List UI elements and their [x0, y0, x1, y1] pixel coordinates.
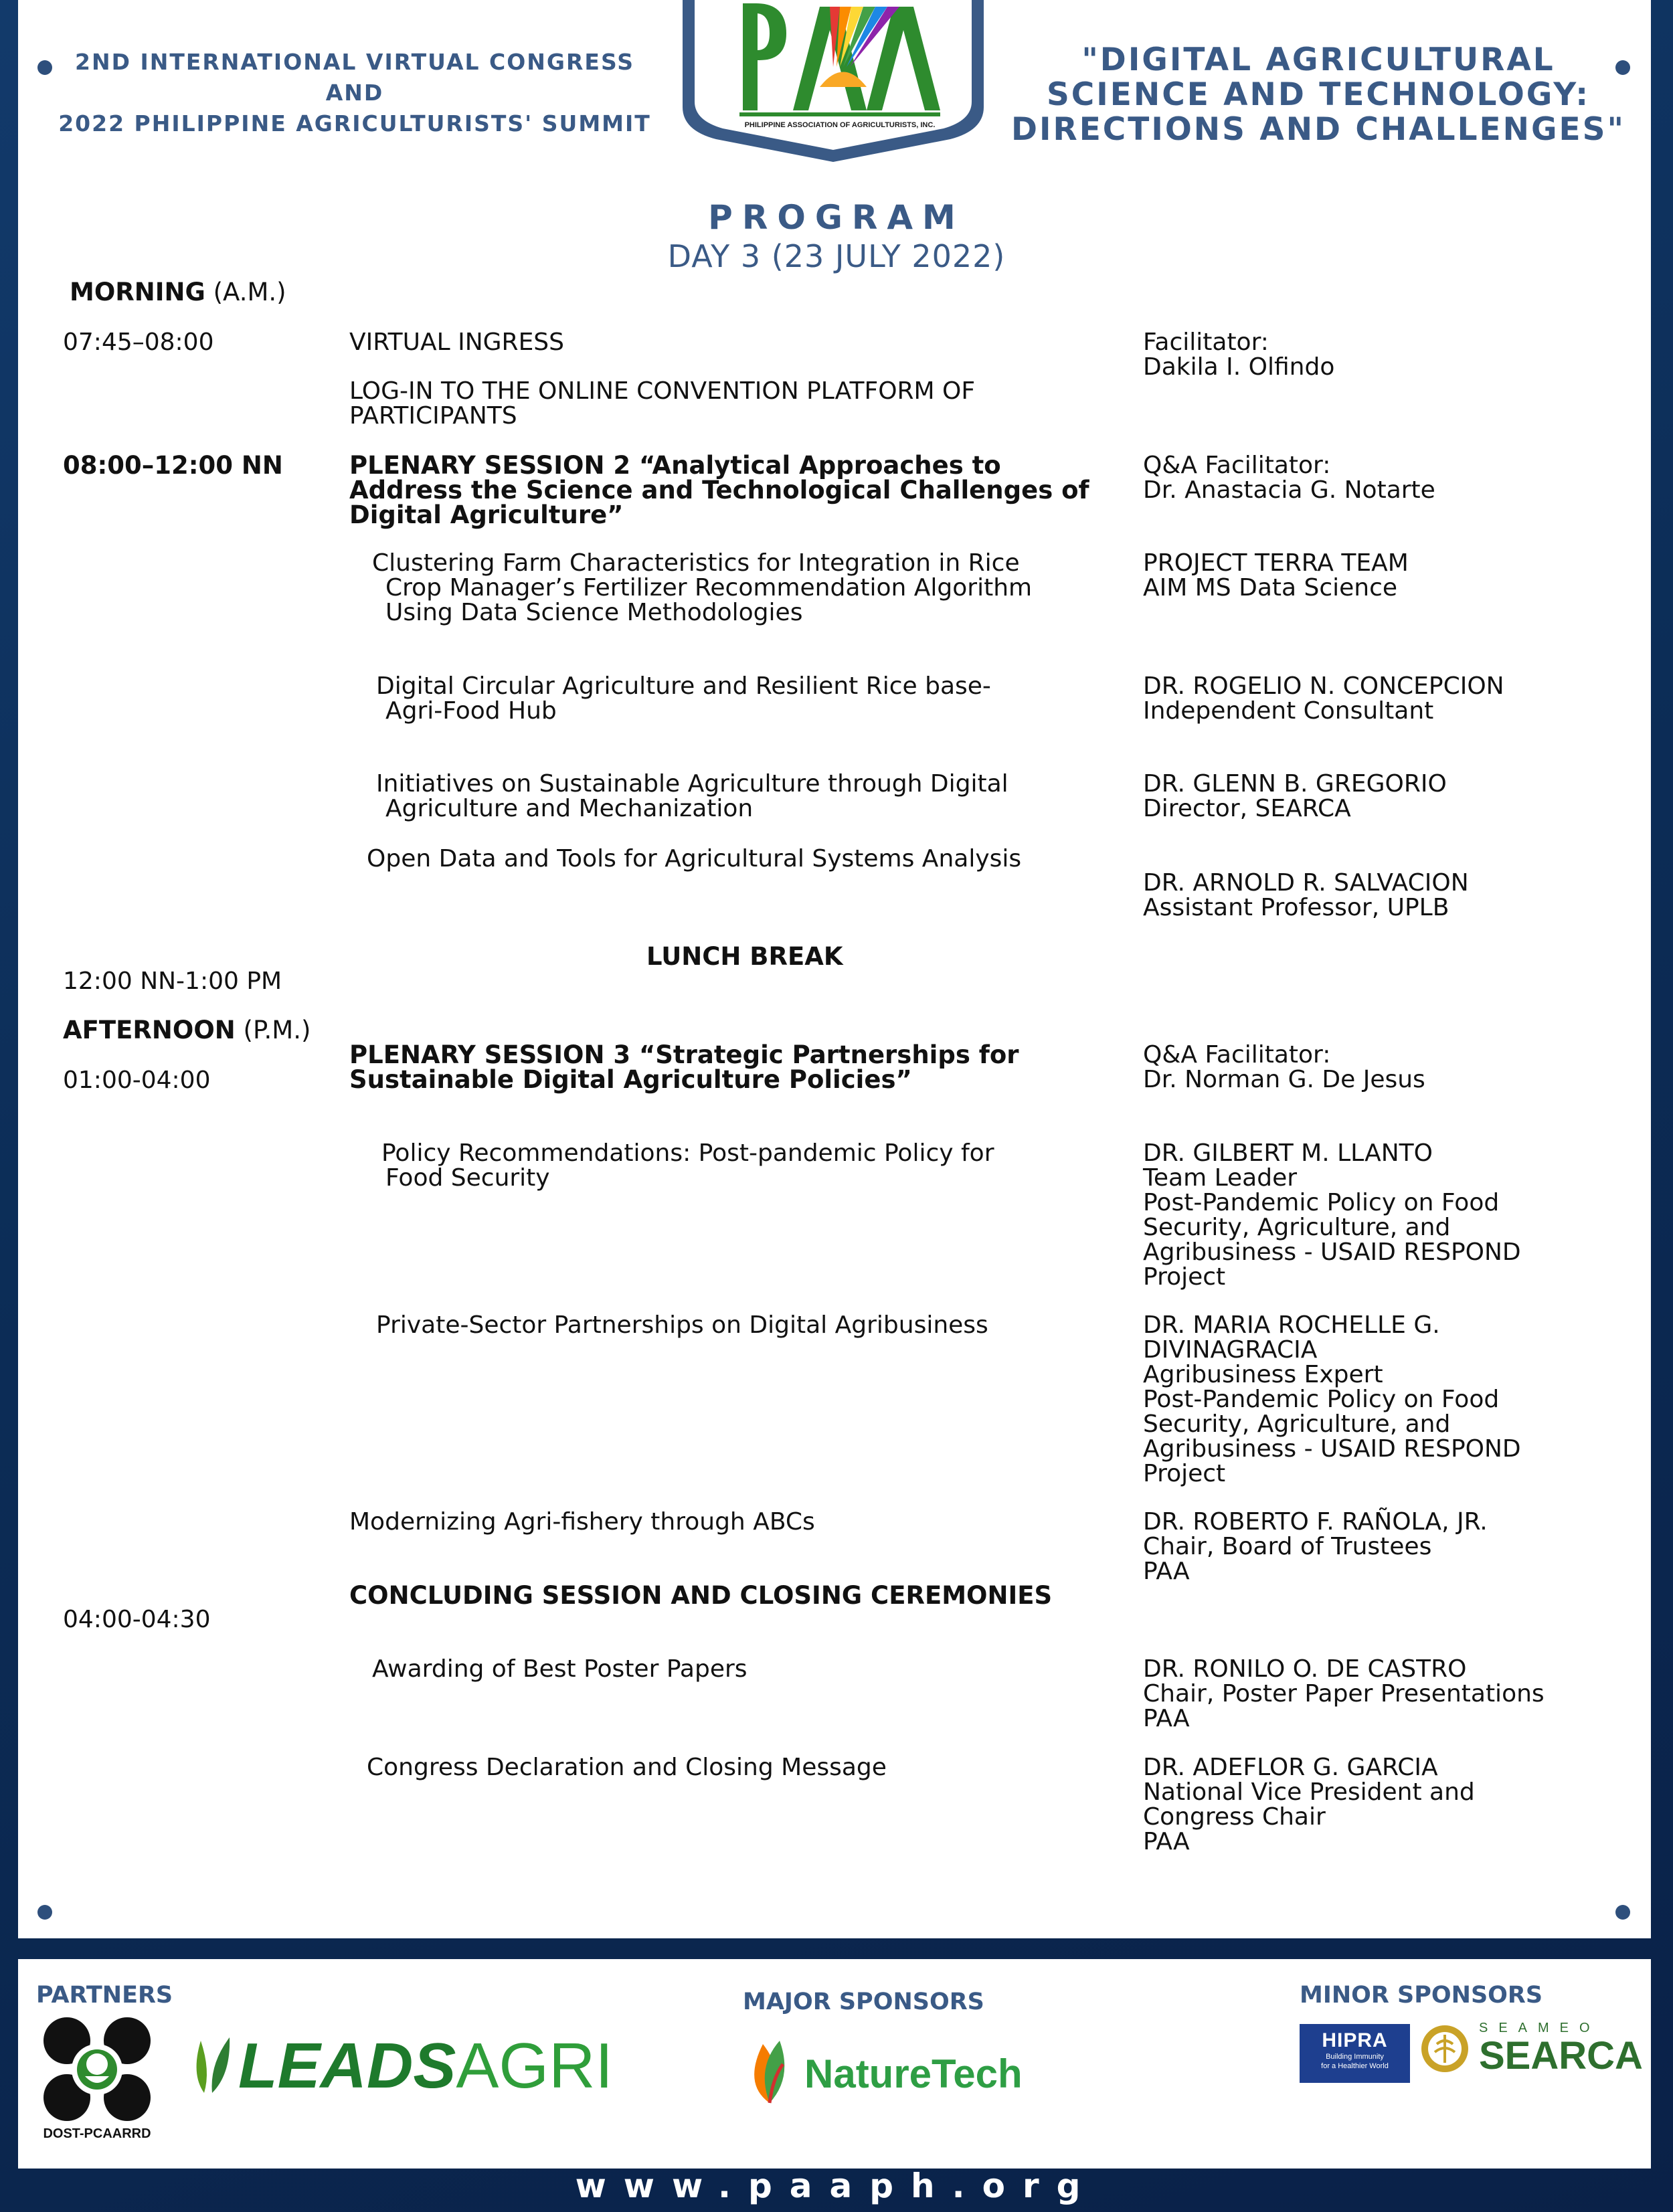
- speaker: DR. GILBERT M. LLANTO Team Leader Post-Pandemic Policy on Food Security, Agriculture, and Agribusiness - USAID RESPOND Project: [1143, 1139, 1521, 1291]
- time-slot: 12:00 NN-1:00 PM: [63, 967, 282, 995]
- naturetech-leaf-icon: [743, 2037, 796, 2104]
- talk-topic: Policy Recommendations: Post-pandemic Policy for Food Security: [381, 1139, 994, 1192]
- leads-agri-leaf-icon: [184, 2034, 234, 2096]
- talk-topic: Awarding of Best Poster Papers: [372, 1655, 747, 1683]
- afternoon-label: AFTERNOON (P.M.): [63, 1016, 311, 1044]
- corner-dot: [37, 1905, 52, 1920]
- major-sponsors-heading: MAJOR SPONSORS: [743, 1989, 984, 2015]
- hipra-logo: HIPRA Building Immunity for a Healthier World: [1300, 2024, 1410, 2083]
- program-day: DAY 3 (23 JULY 2022): [667, 238, 1006, 274]
- time-slot: 07:45–08:00: [63, 329, 214, 356]
- paa-logo-badge: [676, 0, 990, 167]
- time-slot: 01:00-04:00: [63, 1067, 211, 1094]
- searca-logo: SEAMEO SEARCA: [1479, 2021, 1643, 2078]
- leads-agri-logo: LEADSAGRI: [238, 2030, 614, 2102]
- congress-title: 2ND INTERNATIONAL VIRTUAL CONGRESS AND 2022 PHILIPPINE AGRICULTURISTS' SUMMIT: [58, 49, 651, 136]
- corner-dot: [1615, 1905, 1630, 1920]
- facilitator: Facilitator: Dakila I. Olfindo: [1143, 329, 1335, 381]
- plenary-session-title: PLENARY SESSION 2 “Analytical Approaches to Address the Science and Technological Challenges of Digital Agriculture”: [349, 451, 1089, 529]
- talk-topic: Digital Circular Agriculture and Resilient Rice base- Agri-Food Hub: [376, 672, 991, 725]
- talk-topic: Congress Declaration and Closing Message: [367, 1754, 887, 1781]
- naturetech-logo: NatureTech: [804, 2051, 1023, 2096]
- speaker: DR. RONILO O. DE CASTRO Chair, Poster Paper Presentations PAA: [1143, 1655, 1545, 1732]
- speaker: DR. ADEFLOR G. GARCIA National Vice President and Congress Chair PAA: [1143, 1754, 1475, 1855]
- speaker: DR. MARIA ROCHELLE G. DIVINAGRACIA Agribusiness Expert Post-Pandemic Policy on Food Security, Agriculture, and Agribusiness - USAID RESPOND Project: [1143, 1311, 1521, 1487]
- theme-title: "DIGITAL AGRICULTURAL SCIENCE AND TECHNOLOGY: DIRECTIONS AND CHALLENGES": [1011, 41, 1625, 148]
- partners-heading: PARTNERS: [36, 1982, 173, 2009]
- talk-topic: Modernizing Agri-fishery through ABCs: [349, 1508, 815, 1536]
- svg-text:DOST-PCAARRD: DOST-PCAARRD: [43, 2126, 151, 2141]
- dost-pcaarrd-logo: [37, 2011, 157, 2141]
- morning-label: MORNING (A.M.): [70, 278, 286, 306]
- speaker: DR. GLENN B. GREGORIO Director, SEARCA: [1143, 770, 1447, 822]
- talk-topic: Private-Sector Partnerships on Digital Agribusiness: [376, 1311, 988, 1339]
- program-title: PROGRAM: [708, 198, 965, 237]
- minor-sponsors-heading: MINOR SPONSORS: [1300, 1982, 1543, 2009]
- lunch-break: LUNCH BREAK: [646, 942, 843, 971]
- facilitator: Q&A Facilitator: Dr. Norman G. De Jesus: [1143, 1041, 1425, 1093]
- plenary-session-title: PLENARY SESSION 3 “Strategic Partnerships for Sustainable Digital Agriculture Policies”: [349, 1040, 1019, 1094]
- speaker: PROJECT TERRA TEAM AIM MS Data Science: [1143, 549, 1409, 602]
- facilitator: Q&A Facilitator: Dr. Anastacia G. Notarte: [1143, 452, 1435, 504]
- speaker: DR. ROGELIO N. CONCEPCION Independent Consultant: [1143, 672, 1504, 725]
- speaker: DR. ARNOLD R. SALVACION Assistant Professor, UPLB: [1143, 869, 1469, 921]
- concluding-session-title: CONCLUDING SESSION AND CLOSING CEREMONIES: [349, 1581, 1053, 1610]
- website-url[interactable]: www.paaph.org: [575, 2167, 1098, 2205]
- svg-text:PHILIPPINE ASSOCIATION OF AGRI: PHILIPPINE ASSOCIATION OF AGRICULTURISTS, INC.: [744, 121, 936, 129]
- talk-topic: Initiatives on Sustainable Agriculture through Digital Agriculture and Mechanization: [376, 770, 1008, 822]
- seameo-emblem-icon: [1420, 2024, 1470, 2073]
- time-slot: 08:00–12:00 NN: [63, 451, 283, 480]
- talk-topic: Clustering Farm Characteristics for Integration in Rice Crop Manager’s Fertilizer Recommendation Algorithm Using Data Science Methodologies: [372, 549, 1033, 626]
- program-item: VIRTUAL INGRESS: [349, 329, 565, 356]
- talk-topic: Open Data and Tools for Agricultural Systems Analysis: [367, 845, 1022, 872]
- program-item: LOG-IN TO THE ONLINE CONVENTION PLATFORM OF PARTICIPANTS: [349, 377, 976, 430]
- speaker: DR. ROBERTO F. RAÑOLA, JR. Chair, Board of Trustees PAA: [1143, 1508, 1488, 1585]
- time-slot: 04:00-04:30: [63, 1606, 211, 1633]
